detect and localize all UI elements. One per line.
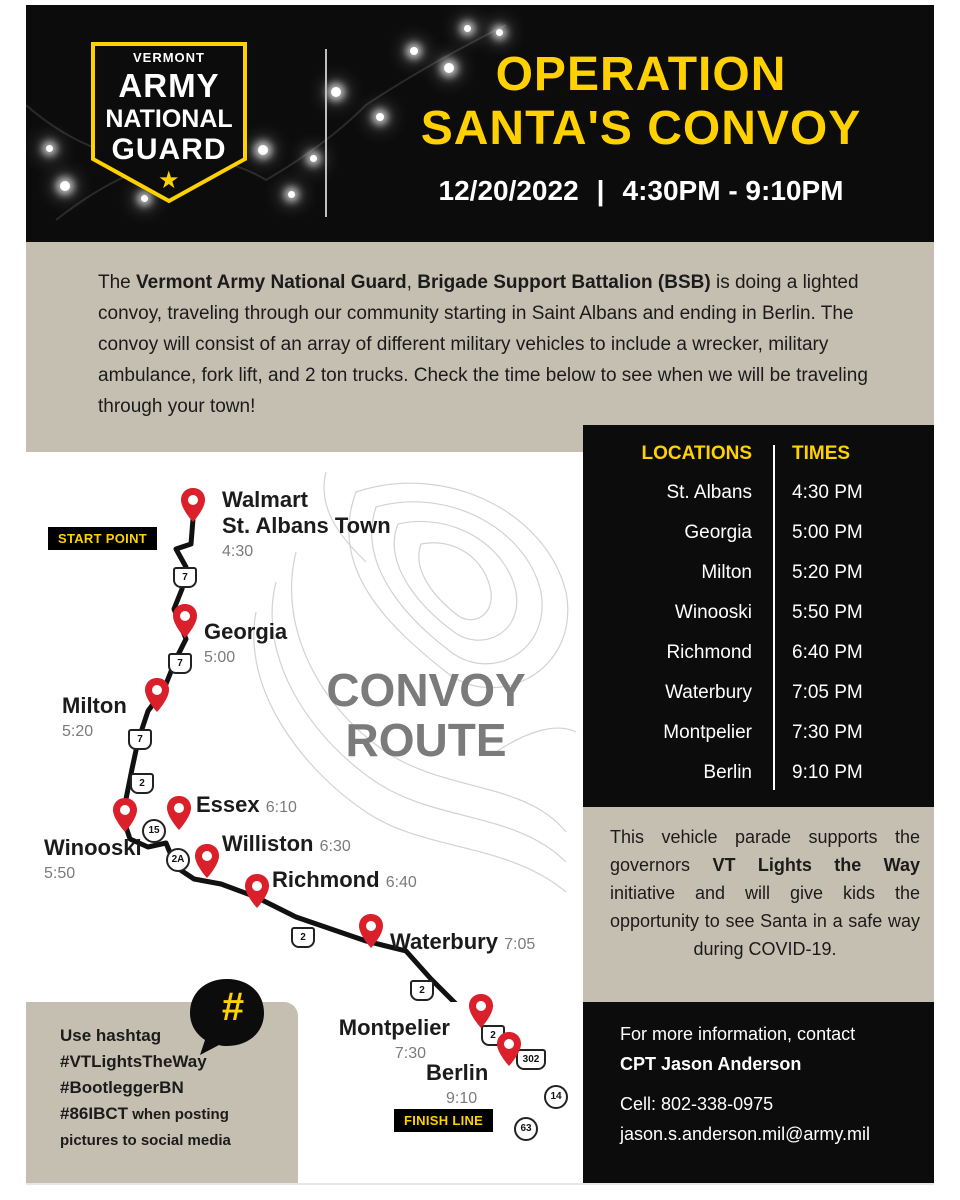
route-2-shield-icon: 2 xyxy=(130,773,154,794)
light-bulb-icon xyxy=(464,25,471,32)
contact-name: CPT Jason Anderson xyxy=(620,1054,802,1074)
route-2-shield-icon: 2 xyxy=(410,980,434,1001)
town-milton xyxy=(62,693,127,745)
town-waterbury-name: Waterbury xyxy=(390,929,498,954)
schedule-time: 5:20 PM xyxy=(792,562,863,583)
hashtag-intro: Use hashtag xyxy=(60,1026,162,1045)
schedule-location: Richmond xyxy=(666,642,752,663)
town-essex xyxy=(196,792,297,821)
contact-intro: For more information, contact xyxy=(620,1024,856,1044)
contact-info xyxy=(620,1019,920,1149)
event-date: 12/20/2022 xyxy=(438,175,579,206)
town-georgia-name: Georgia xyxy=(204,619,288,644)
hashtag-icon: # xyxy=(221,985,245,1029)
town-williston-name: Williston xyxy=(222,831,314,856)
schedule-location: Winooski xyxy=(674,602,752,623)
schedule-time: 5:00 PM xyxy=(792,522,863,543)
location-pin-icon xyxy=(358,913,384,949)
town-georgia-time: 5:00 xyxy=(204,649,236,666)
light-bulb-icon xyxy=(310,155,317,162)
event-time: 4:30PM - 9:10PM xyxy=(622,175,844,206)
convoy-route-title xyxy=(306,665,546,765)
intro-comma: , xyxy=(406,272,418,293)
header-divider xyxy=(325,49,327,217)
location-pin-icon xyxy=(496,1031,522,1067)
route-7-shield-icon: 7 xyxy=(168,653,192,674)
town-milton-time: 5:20 xyxy=(62,723,94,740)
town-montpelier-name: Montpelier xyxy=(338,1015,450,1040)
town-williston xyxy=(222,831,351,860)
date-time-separator: | xyxy=(596,175,605,206)
town-walmart xyxy=(222,487,391,565)
town-waterbury xyxy=(390,929,535,958)
town-st-albans-name: St. Albans Town xyxy=(222,513,391,538)
route-63-sign-icon: 63 xyxy=(514,1117,538,1141)
hashtag-vtlightstheway: #VTLightsTheWay xyxy=(60,1052,207,1071)
light-bulb-icon xyxy=(331,87,341,97)
light-bulb-icon xyxy=(46,145,53,152)
star-icon: ★ xyxy=(158,167,180,194)
town-winooski xyxy=(44,835,142,887)
light-bulb-icon xyxy=(258,145,268,155)
town-berlin-name: Berlin xyxy=(426,1060,489,1085)
poster xyxy=(26,5,934,1183)
route-14-sign-icon: 14 xyxy=(544,1085,568,1109)
light-bulb-icon xyxy=(60,181,70,191)
route-2a-sign-icon: 2A xyxy=(166,848,190,872)
location-pin-icon xyxy=(180,487,206,523)
town-winooski-time: 5:50 xyxy=(44,865,76,882)
parade-text-rest: initiative and will give kids the opportunity to see Santa in a safe way during COVID-19. xyxy=(610,883,920,959)
town-walmart-name: Walmart xyxy=(222,487,308,512)
route-7-shield-icon: 7 xyxy=(128,729,152,750)
location-pin-icon xyxy=(244,873,270,909)
schedule-location: Milton xyxy=(701,562,752,583)
light-bulb-icon xyxy=(288,191,295,198)
town-berlin xyxy=(426,1060,488,1112)
finish-line-tag: FINISH LINE xyxy=(394,1109,493,1132)
hashtag-text xyxy=(60,1023,300,1154)
route-15-sign-icon: 15 xyxy=(142,819,166,843)
town-berlin-time: 9:10 xyxy=(446,1090,478,1107)
event-date-time xyxy=(356,175,926,207)
intro-unit: Brigade Support Battalion (BSB) xyxy=(417,272,711,293)
badge-state: VERMONT xyxy=(133,50,205,65)
schedule-time: 6:40 PM xyxy=(792,642,863,663)
town-williston-time: 6:30 xyxy=(319,838,351,855)
town-richmond-name: Richmond xyxy=(272,867,380,892)
schedule-time: 4:30 PM xyxy=(792,482,863,503)
intro-org: Vermont Army National Guard xyxy=(136,272,407,293)
hashtag-social-line: pictures to social media xyxy=(60,1132,231,1149)
route-7-shield-icon: 7 xyxy=(173,567,197,588)
intro-text-start: The xyxy=(98,272,137,293)
parade-text-start: This vehicle parade supports the governors xyxy=(610,827,920,875)
parade-text xyxy=(610,823,920,963)
route-2-shield-icon: 2 xyxy=(481,1025,505,1046)
schedule-location: Montpelier xyxy=(663,722,752,743)
town-richmond xyxy=(272,867,417,896)
times-header: TIMES xyxy=(792,443,851,464)
hashtag-tail: when posting xyxy=(128,1106,229,1123)
location-pin-icon xyxy=(112,797,138,833)
schedule-time: 7:05 PM xyxy=(792,682,863,703)
town-richmond-time: 6:40 xyxy=(385,874,417,891)
schedule-location: Waterbury xyxy=(665,682,752,703)
schedule-location: St. Albans xyxy=(666,482,752,503)
intro-text-rest: is doing a lighted convoy, traveling through our community starting in Saint Albans and ending in Berlin. The convoy will consist of an array of different military vehicles to include a wrecker, military ambulance, fork lift, and 2 ton trucks. Check the time below to see when we will be traveling through your town! xyxy=(98,272,868,417)
route-2-shield-icon: 2 xyxy=(291,927,315,948)
schedule-time: 5:50 PM xyxy=(792,602,863,623)
hashtag-bootleggerbn: #BootleggerBN xyxy=(60,1078,184,1097)
schedule-location: Georgia xyxy=(684,522,752,543)
contact-phone: Cell: 802-338-0975 xyxy=(620,1094,774,1114)
route-title-line-1: CONVOY xyxy=(326,664,526,716)
badge-guard: GUARD xyxy=(111,133,227,166)
town-walmart-time: 4:30 xyxy=(222,543,254,560)
intro-paragraph xyxy=(98,267,868,422)
hashtag-86ibct: #86IBCT xyxy=(60,1104,129,1123)
light-bulb-icon xyxy=(496,29,503,36)
header-banner xyxy=(26,5,934,242)
location-pin-icon xyxy=(172,603,198,639)
location-pin-icon xyxy=(144,677,170,713)
parade-initiative: VT Lights the Way xyxy=(712,855,920,875)
town-essex-name: Essex xyxy=(196,792,260,817)
badge-national: NATIONAL xyxy=(105,105,233,133)
town-milton-name: Milton xyxy=(62,693,127,718)
location-pin-icon xyxy=(194,843,220,879)
badge-army: ARMY xyxy=(118,67,220,104)
schedule-time: 9:10 PM xyxy=(792,762,863,783)
location-pin-icon xyxy=(468,993,494,1029)
route-title-line-2: ROUTE xyxy=(345,714,507,766)
schedule-divider xyxy=(773,445,775,790)
town-montpelier-time: 7:30 xyxy=(394,1045,426,1062)
town-essex-time: 6:10 xyxy=(265,799,297,816)
army-guard-badge xyxy=(90,41,248,204)
location-pin-icon xyxy=(166,795,192,831)
title-line-1: OPERATION xyxy=(495,48,787,101)
town-georgia xyxy=(204,619,287,671)
bottom-border xyxy=(26,1183,934,1185)
route-302-shield-icon: 302 xyxy=(516,1049,546,1070)
schedule-location: Berlin xyxy=(703,762,752,783)
locations-header: LOCATIONS xyxy=(641,443,752,464)
schedule-time: 7:30 PM xyxy=(792,722,863,743)
start-point-tag: START POINT xyxy=(48,527,157,550)
contact-email: jason.s.anderson.mil@army.mil xyxy=(620,1124,871,1144)
town-winooski-name: Winooski xyxy=(44,835,142,860)
town-waterbury-time: 7:05 xyxy=(504,936,536,953)
title-line-2: SANTA'S CONVOY xyxy=(420,102,862,155)
